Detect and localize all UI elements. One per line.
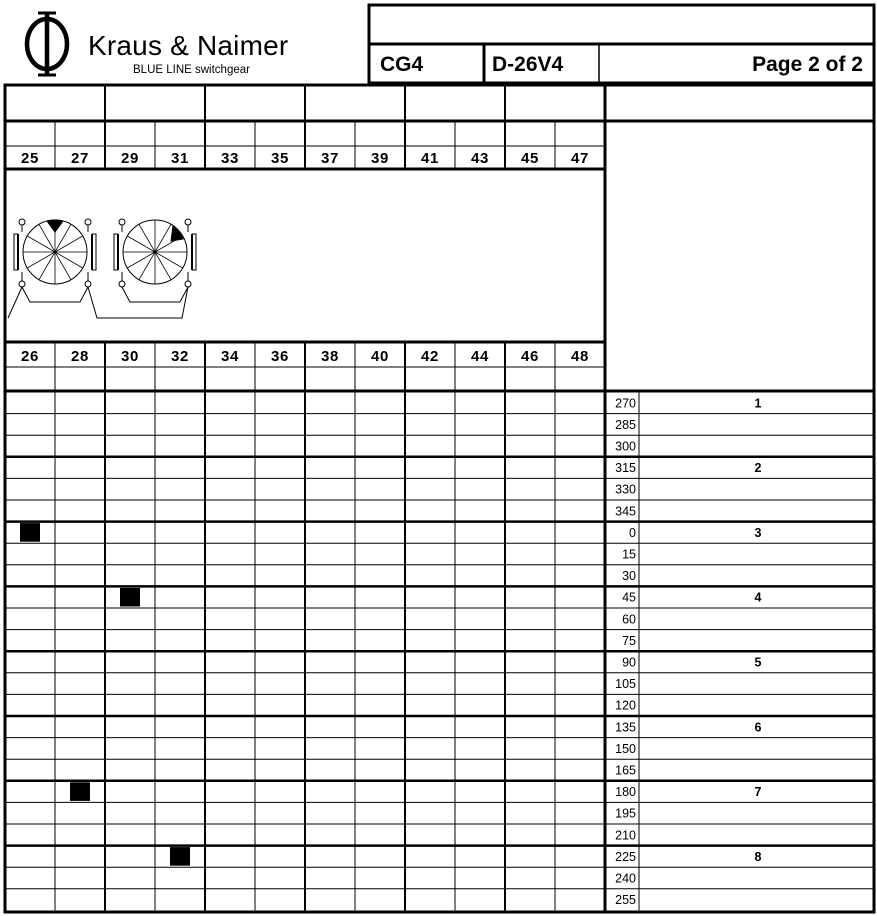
terminal-top-41: 41 <box>421 150 439 167</box>
position-label: 3 <box>754 525 762 540</box>
cam-notch-1 <box>47 220 63 232</box>
terminal-bottom-32: 32 <box>171 348 189 365</box>
terminal-bottom-28: 28 <box>71 348 89 365</box>
terminal-top-37: 37 <box>321 150 339 167</box>
angle-label: 135 <box>615 720 636 735</box>
terminal-bottom-26: 26 <box>21 348 39 365</box>
terminal-bottom-44: 44 <box>471 348 489 365</box>
angle-label: 15 <box>622 547 636 562</box>
angle-label: 270 <box>615 396 636 411</box>
angle-label: 330 <box>615 482 636 497</box>
position-label: 6 <box>754 720 762 735</box>
angle-label: 45 <box>622 590 636 605</box>
terminal-bottom-46: 46 <box>521 348 539 365</box>
bottom-terminal-cells <box>5 342 874 391</box>
position-label: 5 <box>754 655 762 670</box>
model-label: D-26V4 <box>492 53 564 76</box>
logo <box>27 12 67 76</box>
terminal-top-45: 45 <box>521 150 539 167</box>
terminal-top-47: 47 <box>571 150 589 167</box>
position-label: 4 <box>754 590 762 605</box>
angle-label: 300 <box>615 439 636 454</box>
lead-wire <box>8 287 22 318</box>
angle-label: 120 <box>615 698 636 713</box>
top-strip-groups <box>105 85 505 121</box>
closed-contact-mark-25-0 <box>20 523 40 542</box>
angle-label: 105 <box>615 677 636 692</box>
angle-label: 150 <box>615 741 636 756</box>
terminal-bottom-36: 36 <box>271 348 289 365</box>
terminal-top-33: 33 <box>221 150 239 167</box>
angle-label: 75 <box>622 633 636 648</box>
position-label: 7 <box>754 785 762 800</box>
cam-disc-1 <box>14 219 96 302</box>
angle-label: 195 <box>615 806 636 821</box>
angle-label: 180 <box>615 785 636 800</box>
angle-label: 285 <box>615 417 636 432</box>
contact-schematic <box>8 219 196 318</box>
terminal-top-27: 27 <box>71 150 89 167</box>
terminal-bottom-34: 34 <box>221 348 239 365</box>
angle-label: 0 <box>629 525 636 540</box>
brand-tagline: BLUE LINE switchgear <box>133 64 250 76</box>
terminal-bottom-38: 38 <box>321 348 339 365</box>
terminal-top-43: 43 <box>471 150 489 167</box>
position-label: 2 <box>754 461 762 476</box>
angle-label: 30 <box>622 569 636 584</box>
closed-contact-mark-27-180 <box>70 782 90 801</box>
closed-contact-mark-31-225 <box>170 847 190 866</box>
terminal-bottom-30: 30 <box>121 348 139 365</box>
angle-label: 60 <box>622 612 636 627</box>
terminal-top-35: 35 <box>271 150 289 167</box>
terminal-top-39: 39 <box>371 150 389 167</box>
top-terminal-cells <box>5 121 605 169</box>
page-label: Page 2 of 2 <box>752 53 863 76</box>
angle-label: 165 <box>615 763 636 778</box>
angle-label: 240 <box>615 871 636 886</box>
angle-label: 315 <box>615 461 636 476</box>
switching-table <box>5 392 874 910</box>
terminal-top-29: 29 <box>121 150 139 167</box>
brand-name: Kraus & Naimer <box>88 30 289 61</box>
angle-label: 210 <box>615 828 636 843</box>
angle-label: 255 <box>615 893 636 908</box>
terminal-bottom-48: 48 <box>571 348 589 365</box>
series-label: CG4 <box>380 53 424 76</box>
terminal-top-25: 25 <box>21 150 39 167</box>
position-label: 1 <box>754 396 762 411</box>
angle-label: 225 <box>615 849 636 864</box>
closed-contact-mark-29-45 <box>120 588 140 607</box>
angle-label: 345 <box>615 504 636 519</box>
angle-label: 90 <box>622 655 636 670</box>
position-label: 8 <box>754 849 762 864</box>
terminal-bottom-42: 42 <box>421 348 439 365</box>
cam-disc-2 <box>114 219 196 302</box>
terminal-top-31: 31 <box>171 150 189 167</box>
terminal-bottom-40: 40 <box>371 348 389 365</box>
main-frame <box>5 85 874 912</box>
